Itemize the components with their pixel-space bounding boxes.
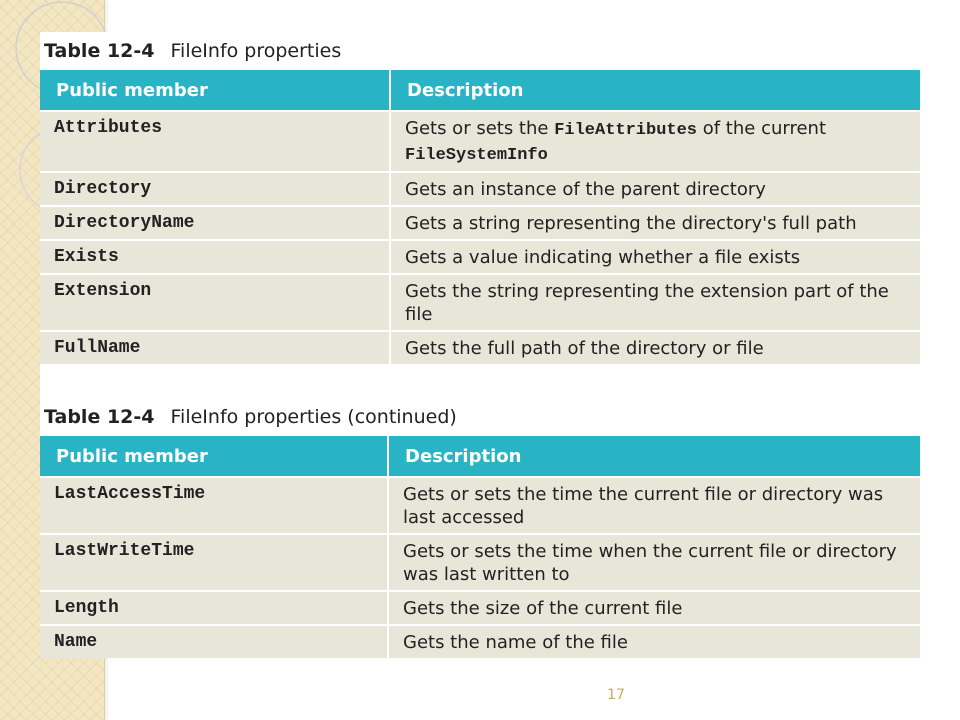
table-row [40, 206, 920, 240]
description-cell: Gets a string representing the directory's full path [390, 206, 920, 240]
table-row [40, 591, 920, 625]
description-code: FileAttributes [554, 121, 698, 140]
member-cell: LastAccessTime [40, 477, 388, 534]
description-cell: Gets the full path of the directory or file [390, 331, 920, 364]
member-cell: Extension [40, 274, 390, 331]
description-cell [390, 111, 920, 172]
member-cell: FullName [40, 331, 390, 364]
description-cell: Gets or sets the time when the current file or directory was last written to [388, 534, 920, 591]
description-cell: Gets an instance of the parent directory [390, 172, 920, 206]
table-1-caption-title: FileInfo properties [170, 40, 342, 62]
table-1-header-row [40, 70, 920, 111]
table-1-caption [40, 32, 920, 70]
table-row [40, 625, 920, 658]
table-row [40, 331, 920, 364]
description-cell: Gets the string representing the extension part of the file [390, 274, 920, 331]
table-2 [40, 436, 920, 658]
member-cell: Length [40, 591, 388, 625]
description-code: FileSystemInfo [405, 146, 548, 165]
table-row [40, 274, 920, 331]
column-header-member: Public member [40, 436, 388, 477]
table-2-header-row [40, 436, 920, 477]
member-cell: Name [40, 625, 388, 658]
description-cell: Gets the name of the file [388, 625, 920, 658]
table-1 [40, 70, 920, 364]
column-header-member: Public member [40, 70, 390, 111]
description-text: Gets or sets the [405, 118, 555, 139]
description-cell: Gets or sets the time the current file or directory was last accessed [388, 477, 920, 534]
table-gap [40, 364, 920, 398]
description-cell: Gets the size of the current file [388, 591, 920, 625]
table-row [40, 111, 920, 172]
member-cell: Attributes [40, 111, 390, 172]
page-number: 17 [607, 687, 625, 703]
table-row [40, 477, 920, 534]
description-text: of the current [697, 118, 827, 139]
table-1-caption-number: Table 12-4 [44, 40, 155, 62]
table-row [40, 534, 920, 591]
column-header-description: Description [388, 436, 920, 477]
column-header-description: Description [390, 70, 920, 111]
table-2-caption-number: Table 12-4 [44, 406, 155, 428]
table-2-caption-title: FileInfo properties (continued) [170, 406, 457, 428]
description-cell: Gets a value indicating whether a file exists [390, 240, 920, 274]
member-cell: LastWriteTime [40, 534, 388, 591]
table-row [40, 172, 920, 206]
table-2-caption [40, 398, 920, 436]
slide-content [40, 32, 920, 658]
member-cell: Exists [40, 240, 390, 274]
member-cell: DirectoryName [40, 206, 390, 240]
table-row [40, 240, 920, 274]
member-cell: Directory [40, 172, 390, 206]
